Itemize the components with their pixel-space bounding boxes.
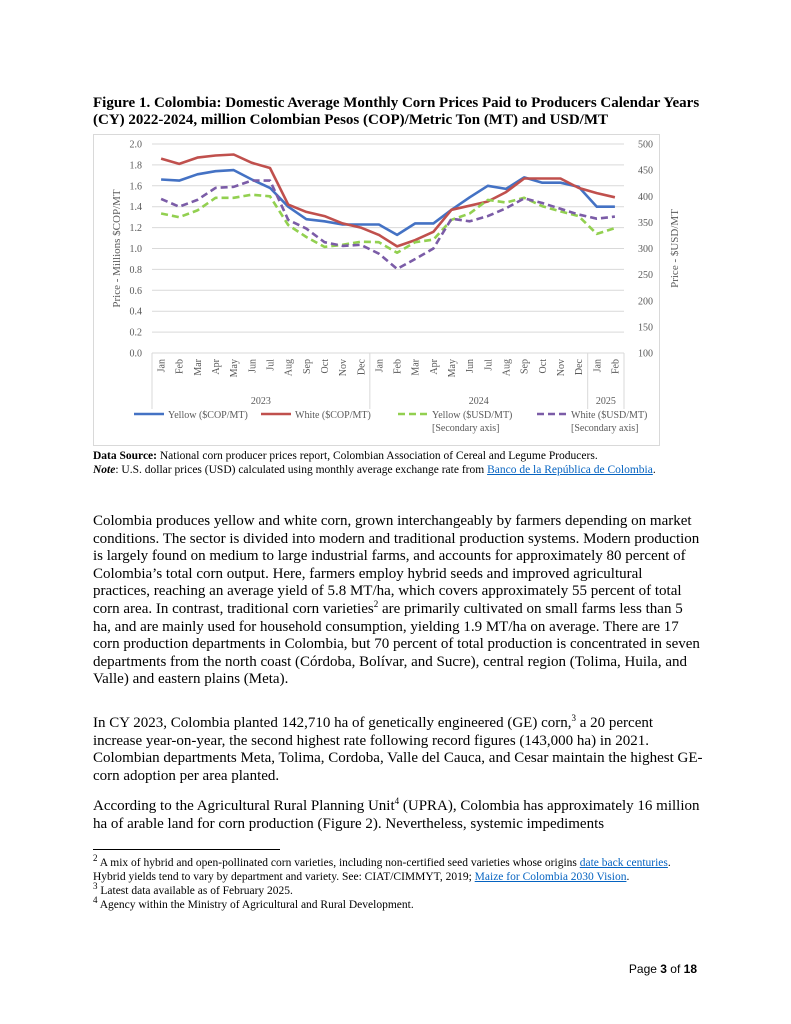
x-tick-label: Nov bbox=[555, 359, 567, 377]
footnote-2-text-c: . bbox=[626, 871, 630, 883]
y-tick-label: 1.8 bbox=[129, 160, 142, 172]
x-tick-label: Aug bbox=[501, 359, 513, 377]
footnote-4 bbox=[93, 895, 703, 912]
y-tick-label: 0.6 bbox=[129, 285, 142, 297]
legend-sublabel: [Secondary axis] bbox=[571, 423, 639, 434]
x-tick-label: Feb bbox=[610, 359, 622, 374]
x-tick-label: Oct bbox=[537, 359, 549, 374]
x-tick-label: Jun bbox=[465, 359, 477, 373]
year-label: 2023 bbox=[250, 396, 271, 407]
x-tick-label: Mar bbox=[410, 359, 422, 376]
x-tick-label: Apr bbox=[211, 359, 223, 375]
x-tick-label: May bbox=[447, 359, 459, 378]
y2-tick-label: 500 bbox=[638, 139, 653, 151]
series-line-2 bbox=[161, 155, 615, 247]
y-tick-label: 2.0 bbox=[129, 139, 142, 151]
p1-text-a: Colombia produces yellow and white corn, grown interchangeably by farmers depending on market conditions. The sector is divided into modern and traditional production systems. Modern production is largely found on medium to large industrial farms, and accounts for approximately 80 percent of Colombia’s total corn output. Here, farmers employ hybrid seeds and improved agricultural practices, reaching an average yield of 5.8 MT/ha, which covers approximately 55 percent of total corn area. In contrast, traditional corn varieties bbox=[93, 513, 700, 617]
banco-link[interactable]: Banco de la República de Colombia bbox=[487, 464, 653, 476]
x-tick-label: Dec bbox=[574, 359, 586, 376]
y2-axis-title: Price - $USD/MT bbox=[669, 209, 681, 288]
x-tick-label: Sep bbox=[519, 359, 531, 374]
paragraph-corn-production bbox=[93, 513, 703, 689]
footnote-4-text: Agency within the Ministry of Agricultural and Rural Development. bbox=[97, 899, 414, 911]
y2-tick-label: 450 bbox=[638, 165, 653, 177]
legend-label: White ($USD/MT) bbox=[571, 410, 648, 421]
x-tick-label: May bbox=[229, 359, 241, 378]
footnote-divider bbox=[93, 849, 280, 850]
footnote-2-text-a: A mix of hybrid and open-pollinated corn varieties, including non-certified seed varieties whose origins bbox=[97, 857, 580, 869]
y-tick-label: 0.4 bbox=[129, 306, 142, 318]
p2-text-b: a 20 percent increase year-on-year, the second highest rate following record figures (143,000 ha) in 2021. Colombian departments Meta, Tolima, Cordoba, Valle del Cauca, and Cesar maintain the highest GE-corn adoption per area planted. bbox=[93, 715, 703, 784]
chart-svg bbox=[94, 135, 681, 445]
footnotes bbox=[93, 853, 703, 912]
p3-text-b: (UPRA), Colombia has approximately 16 million ha of arable land for corn production (Figure 2). Nevertheless, systemic impediments bbox=[93, 798, 700, 832]
y2-tick-label: 200 bbox=[638, 296, 653, 308]
footnote-3 bbox=[93, 881, 703, 898]
date-back-centuries-link[interactable]: date back centuries bbox=[579, 857, 668, 869]
footnote-3-number: 3 bbox=[93, 881, 98, 892]
note-text: : U.S. dollar prices (USD) calculated using monthly average exchange rate from bbox=[115, 464, 488, 476]
series-line-1 bbox=[161, 170, 615, 235]
y2-tick-label: 350 bbox=[638, 217, 653, 229]
footnote-ref-4[interactable]: 4 bbox=[394, 796, 400, 806]
figure-title: Figure 1. Colombia: Domestic Average Monthly Corn Prices Paid to Producers Calendar Years (CY) 2022-2024, million Colombian Pesos (COP)/Metric Ton (MT) and USD/MT bbox=[93, 95, 700, 128]
y-axis-title: Price - Millions $COP/MT bbox=[111, 189, 123, 308]
footnote-3-text: Latest data available as of February 2025. bbox=[97, 885, 293, 897]
y-tick-label: 1.6 bbox=[129, 181, 142, 193]
maize-vision-link[interactable]: Maize for Colombia 2030 Vision bbox=[474, 871, 627, 883]
series-line-3 bbox=[161, 195, 615, 253]
x-tick-label: Jun bbox=[247, 359, 259, 373]
x-tick-label: Jul bbox=[483, 359, 495, 371]
x-tick-label: Apr bbox=[428, 359, 440, 375]
legend-sublabel: [Secondary axis] bbox=[432, 423, 500, 434]
p1-text-b: are primarily cultivated on small farms less than 5 ha, and are mainly used for household consumption, yielding 1.9 MT/ha on average. There are 17 corn production departments in Colombia, but 70 percent of total production is concentrated in seven departments from the north coast (Córdoba, Bolívar, and Sucre), central region (Tolima, Huila, and Valle) and eastern plains (Meta). bbox=[93, 600, 700, 688]
year-label: 2024 bbox=[468, 396, 489, 407]
y-tick-label: 0.8 bbox=[129, 264, 142, 276]
price-chart bbox=[93, 134, 681, 446]
p3-text-a: According to the Agricultural Rural Planning Unit bbox=[93, 798, 395, 814]
x-tick-label: Mar bbox=[192, 359, 204, 376]
x-tick-label: Jan bbox=[156, 359, 168, 373]
footnote-2-number: 2 bbox=[93, 853, 98, 864]
series-line-4 bbox=[161, 181, 615, 269]
page-total: 18 bbox=[683, 962, 697, 976]
footnote-2-text-b: . Hybrid yields tend to vary by department and variety. See: CIAT/CIMMYT, 2019; bbox=[93, 857, 671, 883]
x-tick-label: Nov bbox=[338, 359, 350, 377]
y-tick-label: 1.2 bbox=[129, 223, 142, 235]
x-tick-label: Jan bbox=[592, 359, 604, 373]
data-source bbox=[93, 449, 693, 477]
p2-text-a: In CY 2023, Colombia planted 142,710 ha of genetically engineered (GE) corn, bbox=[93, 715, 572, 731]
note-end: . bbox=[652, 464, 656, 476]
y-tick-label: 1.4 bbox=[129, 202, 142, 214]
footnote-ref-2[interactable]: 2 bbox=[373, 598, 379, 609]
y2-tick-label: 100 bbox=[638, 348, 653, 360]
page-current: 3 bbox=[660, 962, 667, 976]
page-of: of bbox=[666, 962, 684, 976]
footnote-4-number: 4 bbox=[93, 895, 98, 906]
y2-tick-label: 250 bbox=[638, 270, 653, 282]
source-text: National corn producer prices report, Colombian Association of Cereal and Legume Producers. bbox=[157, 450, 598, 462]
x-tick-label: Jan bbox=[374, 359, 386, 373]
y2-tick-label: 150 bbox=[638, 322, 653, 334]
y-tick-label: 0.0 bbox=[129, 348, 142, 360]
x-tick-label: Dec bbox=[356, 359, 368, 376]
x-tick-label: Oct bbox=[319, 359, 331, 374]
x-tick-label: Sep bbox=[301, 359, 313, 374]
y2-tick-label: 400 bbox=[638, 191, 653, 203]
source-label: Data Source: bbox=[93, 450, 157, 462]
y-tick-label: 0.2 bbox=[129, 327, 142, 339]
paragraph-arable-land bbox=[93, 798, 703, 833]
note-label: Note bbox=[93, 464, 116, 476]
x-tick-label: Aug bbox=[283, 359, 295, 377]
x-tick-label: Feb bbox=[174, 359, 186, 374]
page-prefix: Page bbox=[628, 962, 661, 976]
y2-tick-label: 300 bbox=[638, 244, 653, 255]
legend-label: Yellow ($USD/MT) bbox=[432, 410, 513, 421]
page-number bbox=[0, 962, 697, 976]
x-tick-label: Jul bbox=[265, 359, 277, 371]
legend-label: White ($COP/MT) bbox=[295, 410, 371, 421]
footnote-2 bbox=[93, 853, 703, 884]
footnote-ref-3[interactable]: 3 bbox=[571, 713, 576, 723]
x-tick-label: Feb bbox=[392, 359, 404, 374]
paragraph-ge-corn bbox=[93, 715, 703, 785]
legend-label: Yellow ($COP/MT) bbox=[168, 410, 248, 421]
year-label: 2025 bbox=[595, 396, 616, 407]
y-tick-label: 1.0 bbox=[129, 244, 142, 255]
